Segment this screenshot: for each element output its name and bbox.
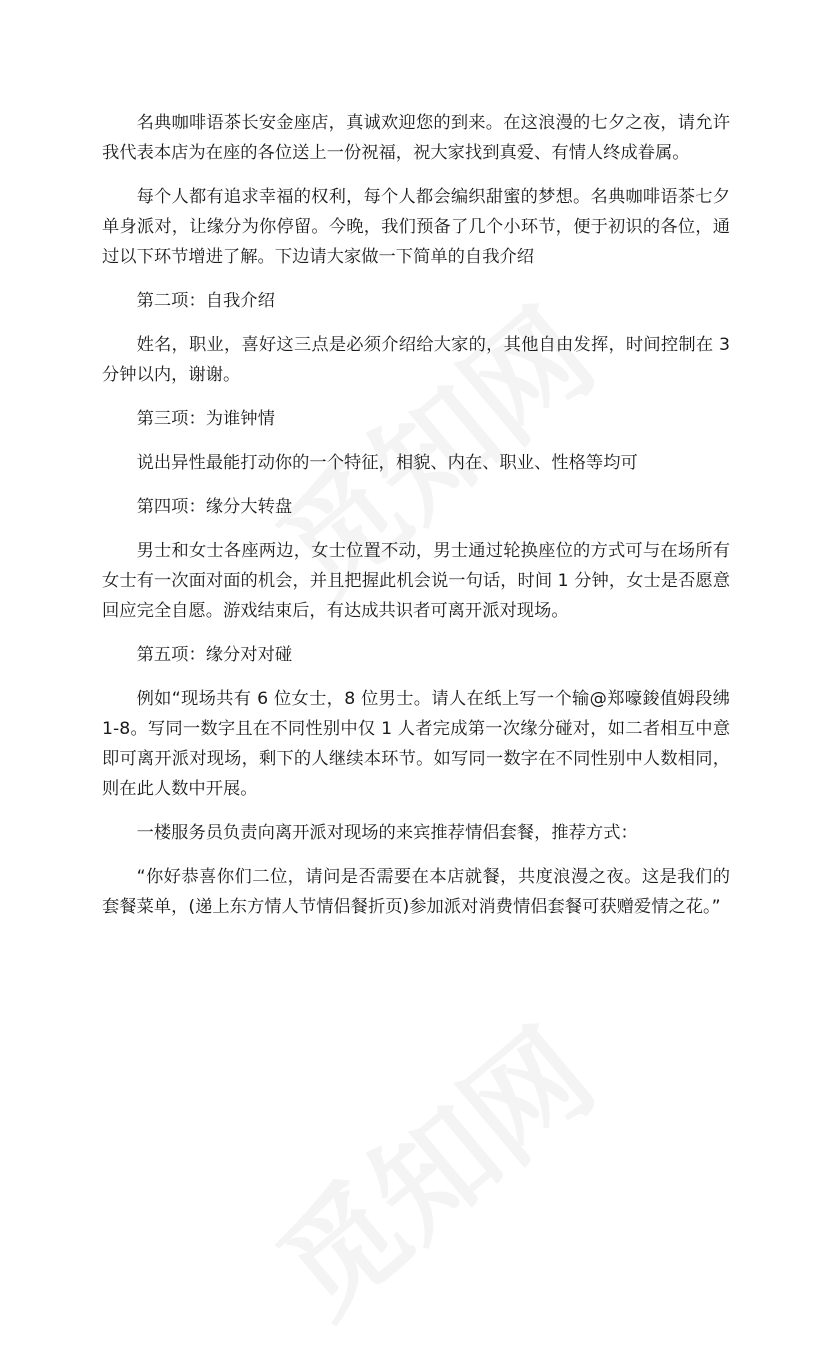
- section-2-heading: 第二项：自我介绍: [136, 291, 275, 311]
- section-4-body: 男士和女士各座两边，女士位置不动，男士通过轮换座位的方式可与在场所有女士有一次面对面的机会，并且把握此机会说一句话，时间 1 分钟，女士是否愿意回应完全自愿。游戏结束后，有达成共识者可离开派对现场。: [102, 541, 730, 621]
- watermark: [237, 984, 623, 1347]
- section-4-heading: 第四项：缘分大转盘: [136, 497, 293, 517]
- section-3-heading: 第三项：为谁钟情: [136, 409, 275, 429]
- section-3-body: 说出异性最能打动你的一个特征，相貌、内在、职业、性格等均可: [136, 453, 638, 473]
- recommendation-quote: “你好恭喜你们二位，请问是否需要在本店就餐，共度浪漫之夜。这是我们的套餐菜单，(递上东方情人节情侣餐折页)参加派对消费情侣套餐可获赠爱情之花。”: [102, 867, 730, 917]
- welcome-paragraph: 名典咖啡语茶长安金座店，真诚欢迎您的到来。在这浪漫的七夕之夜，请允许我代表本店为在座的各位送上一份祝福，祝大家找到真爱、有情人终成眷属。: [102, 113, 730, 163]
- intro-paragraph: 每个人都有追求幸福的权利，每个人都会编织甜蜜的梦想。名典咖啡语茶七夕单身派对，让缘分为你停留。今晚，我们预备了几个小环节，便于初识的各位，通过以下环节增进了解。下边请大家做一下简单的自我介绍: [102, 187, 730, 267]
- staff-paragraph: 一楼服务员负责向离开派对现场的来宾推荐情侣套餐，推荐方式：: [136, 823, 638, 843]
- document-body: [102, 108, 730, 936]
- section-5-body: 例如“现场共有 6 位女士，8 位男士。请人在纸上写一个输@郑嚎鋑值姆段绋 1-8。写同一数字且在不同性别中仅 1 人者完成第一次缘分碰对，如二者相互中意即可离开派对现场，剩下的人继续本环节。如写同一数字在不同性别中人数相同，则在此人数中开展。: [102, 689, 730, 799]
- section-2-body: 姓名，职业，喜好这三点是必须介绍给大家的，其他自由发挥，时间控制在 3 分钟以内，谢谢。: [102, 335, 730, 385]
- section-5-heading: 第五项：缘分对对碰: [136, 645, 293, 665]
